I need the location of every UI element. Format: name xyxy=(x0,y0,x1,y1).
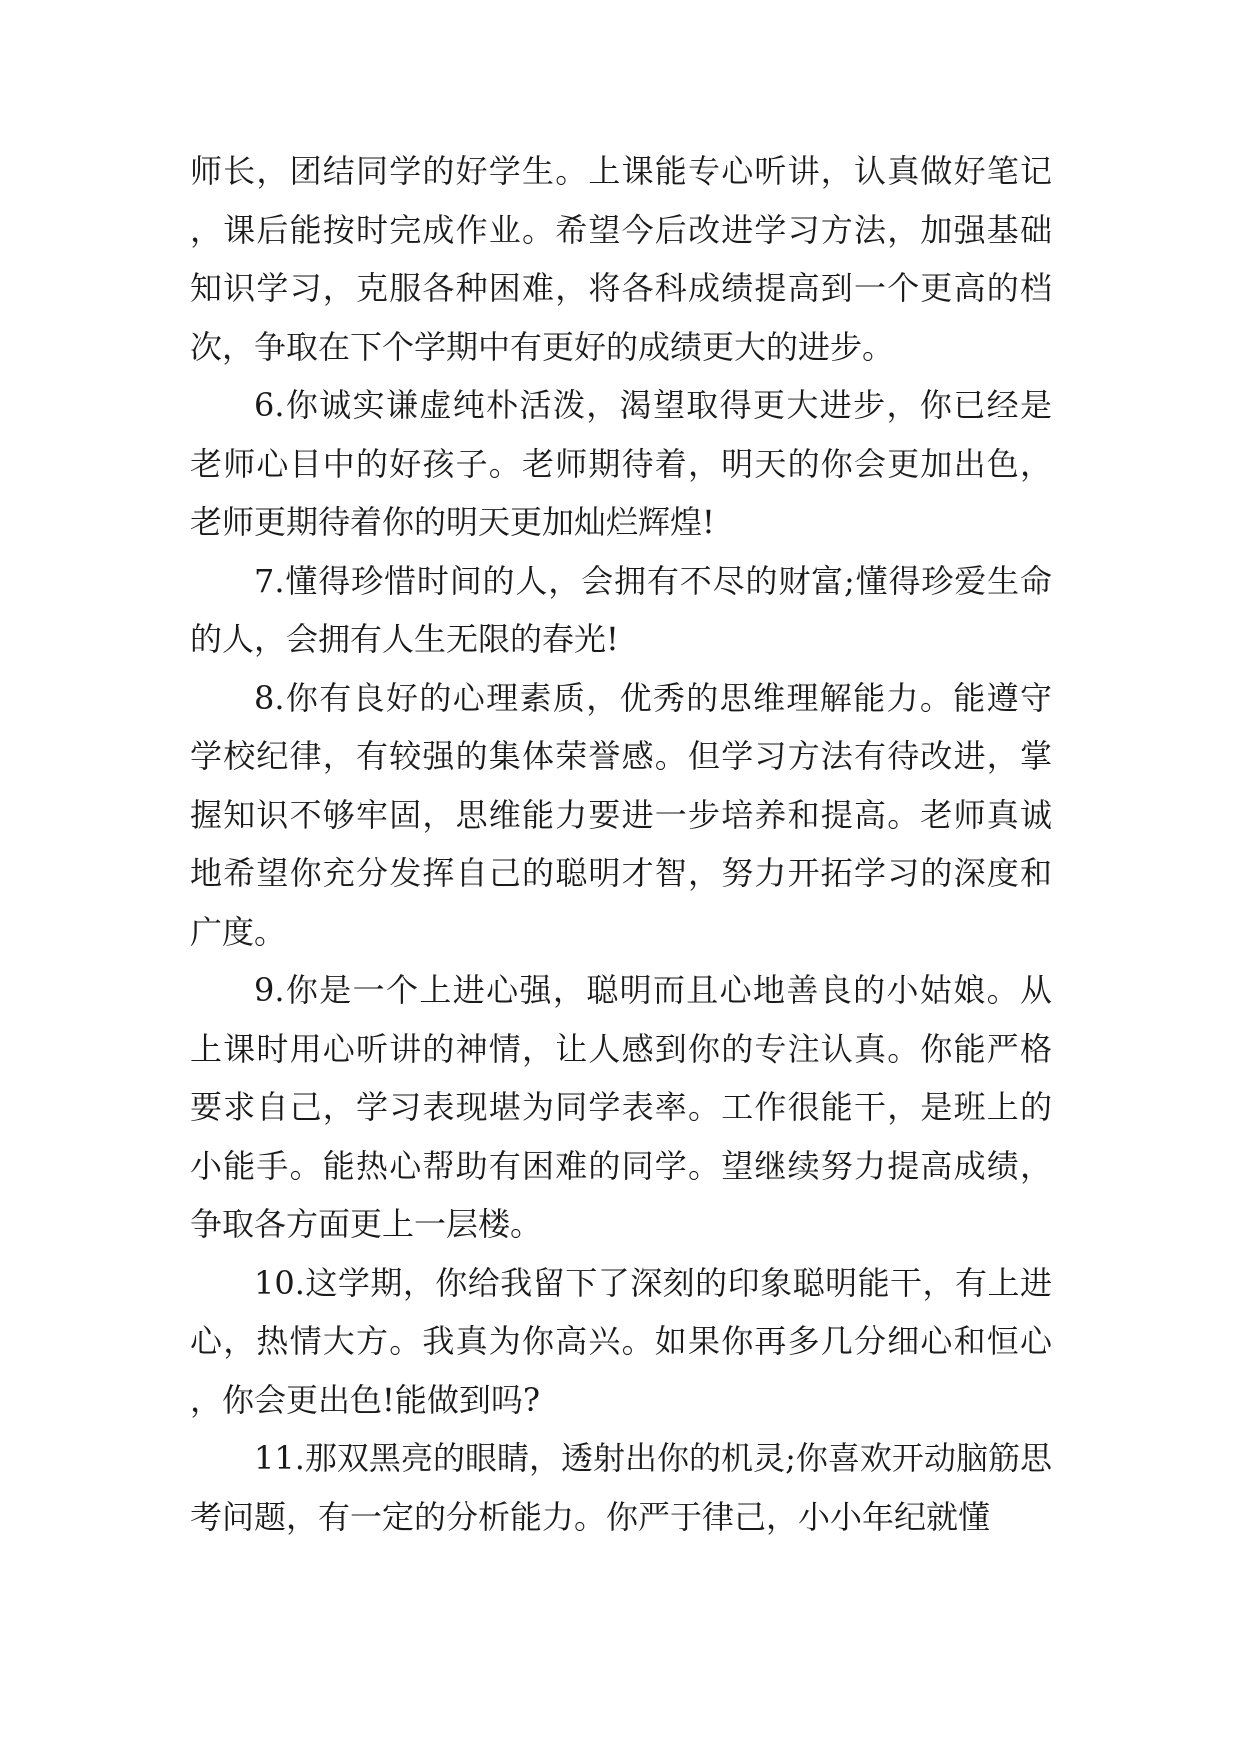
paragraph-item-6: 6.你诚实谦虚纯朴活泼，渴望取得更大进步，你已经是老师心目中的好孩子。老师期待着，明天的你会更加出色，老师更期待着你的明天更加灿烂辉煌! xyxy=(190,386,1052,541)
paragraph-item-9: 9.你是一个上进心强，聪明而且心地善良的小姑娘。从上课时用心听讲的神情，让人感到你的专注认真。你能严格要求自己，学习表现堪为同学表率。工作很能干，是班上的小能手。能热心帮助有困难的同学。望继续努力提高成绩，争取各方面更上一层楼。 xyxy=(190,971,1052,1243)
paragraph-item-11: 11.那双黑亮的眼睛，透射出你的机灵;你喜欢开动脑筋思考问题，有一定的分析能力。你严于律己，小小年纪就懂 xyxy=(190,1439,1052,1536)
paragraph-item-7: 7.懂得珍惜时间的人，会拥有不尽的财富;懂得珍爱生命的人，会拥有人生无限的春光! xyxy=(190,561,1052,658)
paragraph-item-8: 8.你有良好的心理素质，优秀的思维理解能力。能遵守学校纪律，有较强的集体荣誉感。但学习方法有待改进，掌握知识不够牢固，思维能力要进一步培养和提高。老师真诚地希望你充分发挥自己的聪明才智，努力开拓学习的深度和广度。 xyxy=(190,678,1052,951)
document-body xyxy=(190,142,1052,1546)
paragraph-item-10: 10.这学期，你给我留下了深刻的印象聪明能干，有上进心，热情大方。我真为你高兴。如果你再多几分细心和恒心，你会更出色!能做到吗? xyxy=(190,1263,1052,1419)
paragraph-continuation: 师长，团结同学的好学生。上课能专心听讲，认真做好笔记，课后能按时完成作业。希望今后改进学习方法，加强基础知识学习，克服各种困难，将各科成绩提高到一个更高的档次，争取在下个学期中有更好的成绩更大的进步。 xyxy=(190,152,1052,366)
